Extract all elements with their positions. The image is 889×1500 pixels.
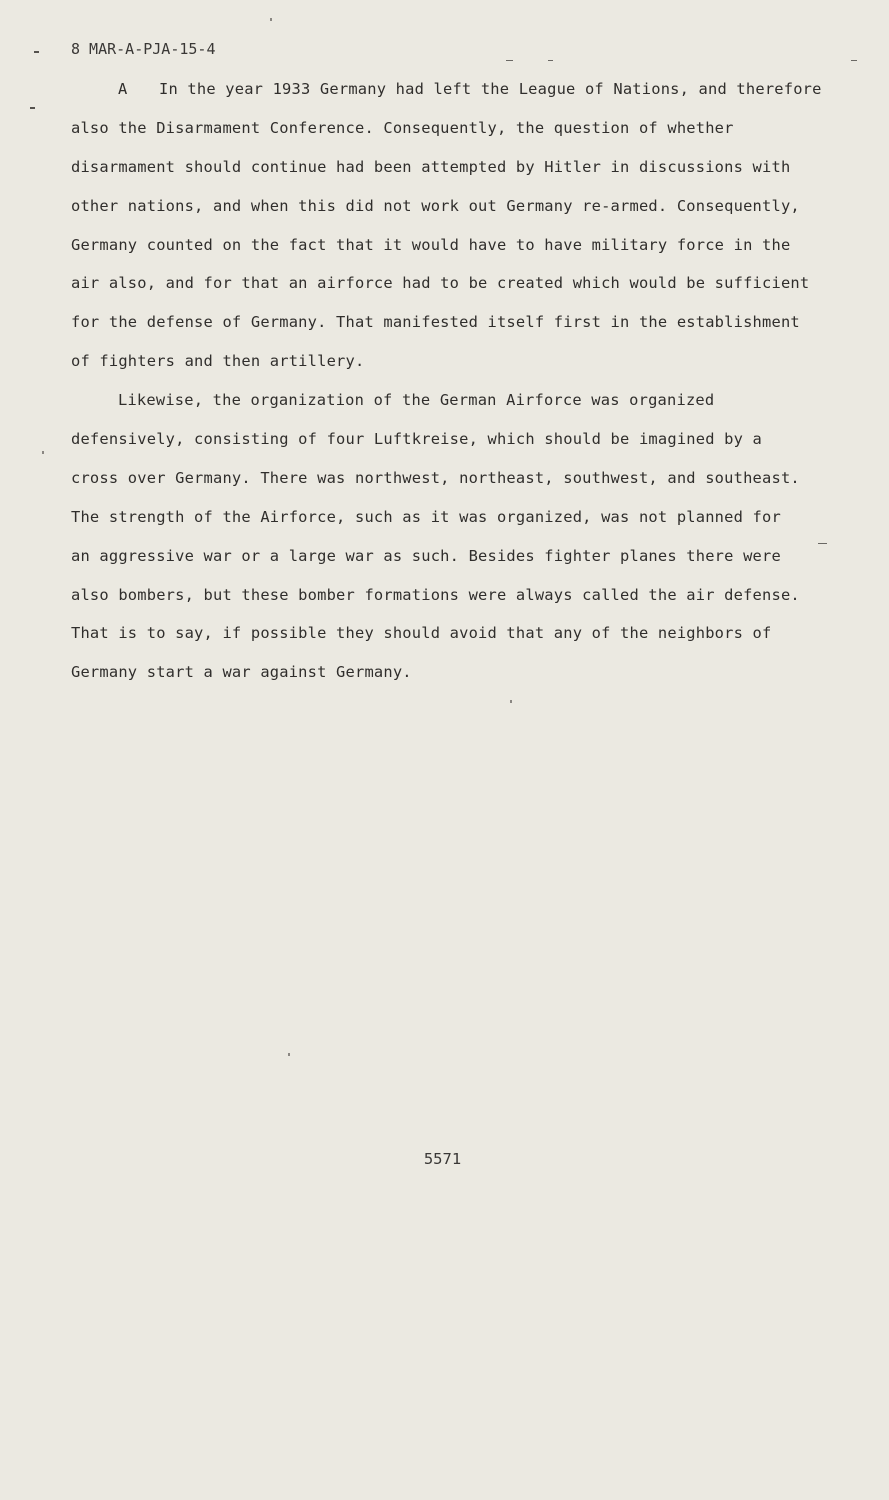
stray-mark: [506, 60, 513, 61]
text-line: other nations, and when this did not work out Germany re-armed. Consequently,: [71, 196, 800, 215]
margin-mark: [34, 51, 39, 53]
stray-dot: [270, 18, 272, 21]
answer-marker: A: [118, 80, 128, 98]
text-line: A In the year 1933 Germany had left the League of Nations, and therefore: [71, 70, 851, 109]
stray-dot: [42, 451, 44, 454]
text-line: disarmament should continue had been attempted by Hitler in discussions with: [71, 157, 791, 176]
paragraph-continuation: [71, 381, 851, 692]
text-line: Likewise, the organization of the German Airforce was organized: [118, 391, 715, 410]
page-number: 5571: [423, 1150, 462, 1168]
paragraph-answer: [71, 70, 851, 381]
text-line: also bombers, but these bomber formations were always called the air defense.: [71, 585, 800, 604]
text-line: also the Disarmament Conference. Consequently, the question of whether: [71, 118, 734, 137]
text-line: Germany counted on the fact that it would have to have military force in the: [71, 235, 791, 254]
text-line: That is to say, if possible they should avoid that any of the neighbors of: [71, 624, 772, 643]
text-line: The strength of the Airforce, such as it was organized, was not planned for: [71, 507, 781, 526]
text-line: of fighters and then artillery.: [71, 352, 365, 371]
stray-dot: [510, 700, 512, 703]
stray-mark: [851, 60, 857, 61]
stray-mark: [548, 60, 553, 61]
document-body: [71, 70, 851, 692]
text-line: air also, and for that an airforce had to be created which would be sufficient: [71, 274, 810, 293]
document-reference-code: 8 MAR-A-PJA-15-4: [71, 40, 216, 58]
text-line: for the defense of Germany. That manifested itself first in the establishment: [71, 313, 800, 332]
margin-mark: [30, 107, 35, 109]
text-line: an aggressive war or a large war as such. Besides fighter planes there were: [71, 546, 781, 565]
stray-dot: [288, 1053, 290, 1056]
text-line: Germany start a war against Germany.: [71, 663, 412, 682]
text-line: cross over Germany. There was northwest, northeast, southwest, and southeast.: [71, 468, 800, 487]
text-line: defensively, consisting of four Luftkreise, which should be imagined by a: [71, 430, 763, 449]
